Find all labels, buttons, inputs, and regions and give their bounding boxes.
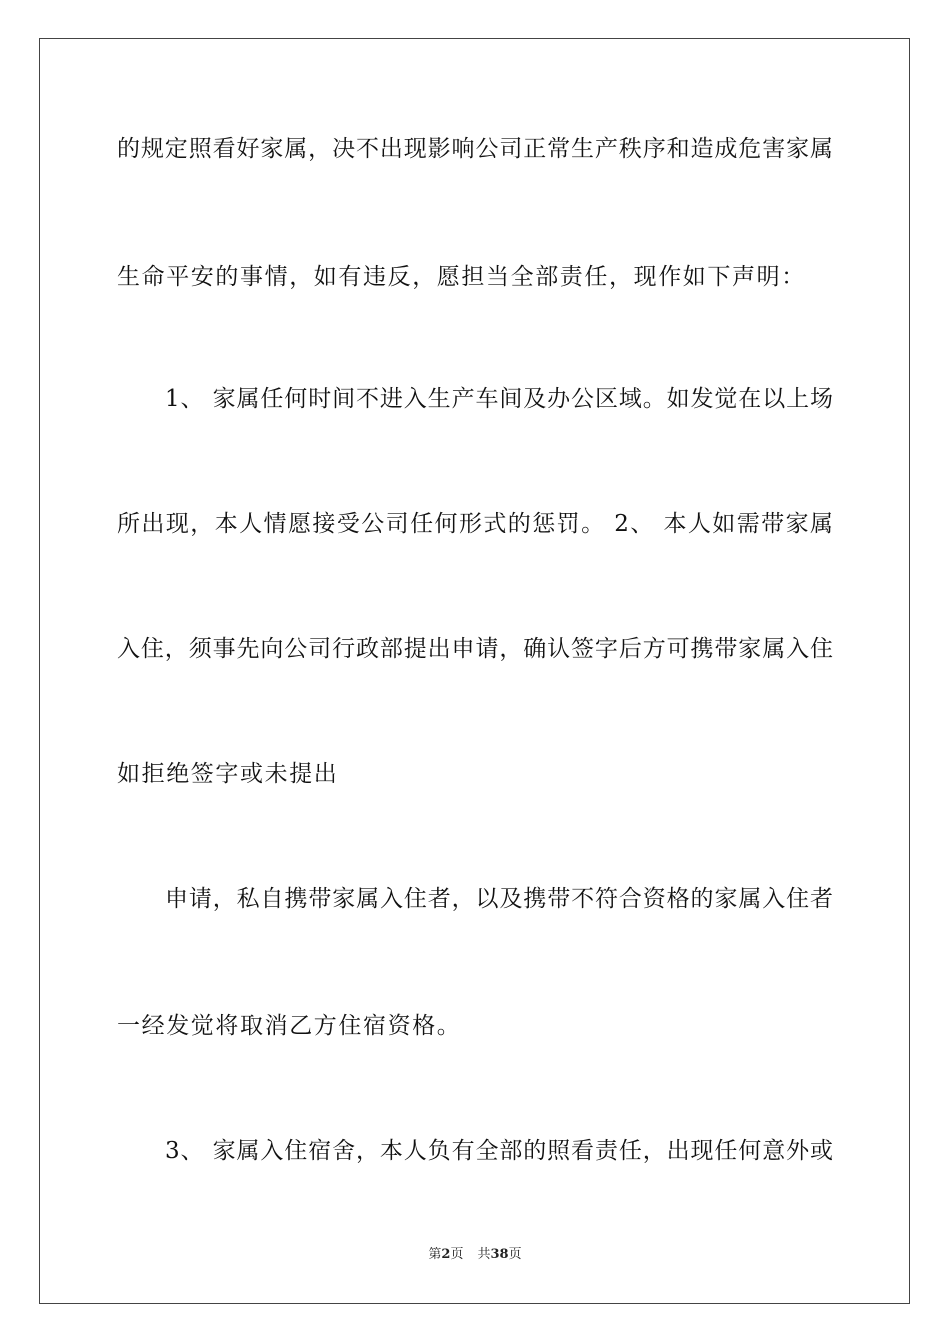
footer-total-pages: 38 (490, 1247, 509, 1262)
page-border (39, 38, 910, 1304)
page-footer (0, 1246, 950, 1264)
footer-total-suffix: 页 (508, 1247, 522, 1262)
body-text-line-9: 3、 家属入住宿舍，本人负有全部的照看责任，出现任何意外或 (165, 1138, 833, 1164)
body-text-line-1: 的规定照看好家属，决不出现影响公司正常生产秩序和造成危害家属 (117, 136, 833, 162)
footer-page-number: 2 (441, 1247, 451, 1262)
body-text-line-3: 1、 家属任何时间不进入生产车间及办公区域。如发觉在以上场 (165, 386, 833, 412)
body-text-line-5: 入住，须事先向公司行政部提出申请，确认签字后方可携带家属入住 (117, 636, 833, 662)
body-text-line-6: 如拒绝签字或未提出 (117, 761, 339, 787)
body-text-line-7: 申请，私自携带家属入住者，以及携带不符合资格的家属入住者 (165, 886, 833, 912)
body-text-line-2: 生命平安的事情，如有违反，愿担当全部责任，现作如下声明： (117, 264, 806, 290)
footer-page-suffix: 页 (450, 1247, 464, 1262)
footer-total-prefix: 共 (477, 1247, 491, 1262)
footer-page-prefix: 第 (428, 1247, 442, 1262)
body-text-line-4: 所出现，本人情愿接受公司任何形式的惩罚。 2、 本人如需带家属 (117, 511, 833, 537)
body-text-line-8: 一经发觉将取消乙方住宿资格。 (117, 1013, 462, 1039)
